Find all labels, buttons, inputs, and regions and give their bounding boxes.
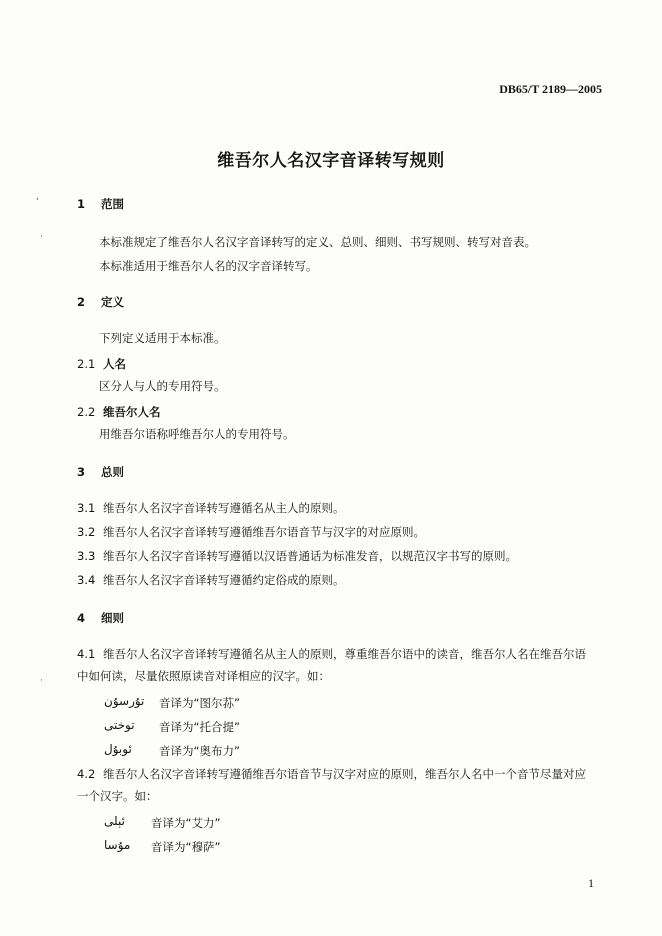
scan-mark: · — [40, 676, 43, 686]
section-number: 3 — [77, 465, 86, 479]
section-title: 细则 — [101, 611, 125, 625]
section-number: 2 — [77, 295, 86, 309]
standard-code: DB65/T 2189—2005 — [499, 82, 602, 96]
transliteration: 音译为“奥布力” — [159, 744, 240, 758]
section-number: 4 — [77, 611, 86, 625]
transliteration: 音译为“艾力” — [151, 816, 221, 830]
clause-item — [77, 524, 425, 540]
section-3-heading — [77, 464, 124, 480]
clause-number: 2.2 — [77, 405, 96, 419]
transliteration: 音译为“穆萨” — [151, 840, 221, 854]
section-2-heading — [77, 294, 124, 310]
clause-text: 维吾尔人名汉字音译转写遵循维吾尔语音节与汉字对应的原则，维吾尔人名中一个音节尽量对应 — [103, 767, 586, 781]
page-number: 1 — [588, 876, 594, 890]
section-title: 定义 — [101, 295, 125, 309]
clause-number: 3.2 — [77, 525, 96, 539]
scan-mark: , — [36, 192, 39, 202]
clause-number: 3.3 — [77, 549, 96, 563]
uyghur-name: توختى — [104, 718, 135, 732]
clause-number: 2.1 — [77, 357, 96, 371]
clause-text-continued: 中如何读，尽量依照原读音对译相应的汉字。如： — [77, 669, 330, 683]
uyghur-name: تۇرسۇن — [104, 694, 145, 708]
section-4-heading — [77, 610, 124, 626]
definition-heading — [77, 356, 126, 372]
clause-text-continued: 一个汉字。如： — [77, 789, 158, 803]
transliteration: 音译为“图尔荪” — [159, 696, 240, 710]
clause-item — [77, 548, 517, 564]
uyghur-name: مۇسا — [104, 838, 131, 852]
paragraph: 下列定义适用于本标准。 — [99, 331, 226, 345]
clause-text: 维吾尔人名汉字音译转写遵循名从主人的原则。 — [103, 501, 345, 515]
definition-term: 维吾尔人名 — [103, 405, 161, 419]
transliteration: 音译为“托合提” — [159, 720, 240, 734]
scan-mark: · — [40, 232, 43, 242]
clause-number: 4.1 — [77, 647, 96, 661]
definition-term: 人名 — [103, 357, 126, 371]
clause-item — [77, 572, 345, 588]
clause-text: 维吾尔人名汉字音译转写遵循维吾尔语音节与汉字的对应原则。 — [103, 525, 425, 539]
clause-item — [77, 646, 586, 662]
definition-text: 用维吾尔语称呼维吾尔人的专用符号。 — [99, 427, 295, 441]
clause-text: 维吾尔人名汉字音译转写遵循约定俗成的原则。 — [103, 573, 345, 587]
clause-text: 维吾尔人名汉字音译转写遵循以汉语普通话为标准发音，以规范汉字书写的原则。 — [103, 549, 517, 563]
section-title: 范围 — [101, 197, 125, 211]
clause-text: 维吾尔人名汉字音译转写遵循名从主人的原则，尊重维吾尔语中的读音，维吾尔人名在维吾尔语 — [103, 647, 586, 661]
page-title: 维吾尔人名汉字音译转写规则 — [217, 151, 445, 171]
section-1-heading — [77, 196, 124, 212]
section-number: 1 — [77, 197, 86, 211]
uyghur-name: ئوبۇل — [104, 742, 132, 756]
clause-number: 4.2 — [77, 767, 96, 781]
clause-item — [77, 766, 586, 782]
definition-heading — [77, 404, 161, 420]
definition-text: 区分人与人的专用符号。 — [99, 379, 226, 393]
paragraph: 本标准适用于维吾尔人名的汉字音译转写。 — [99, 259, 318, 273]
clause-item — [77, 500, 345, 516]
section-title: 总则 — [101, 465, 125, 479]
uyghur-name: ئېلى — [104, 814, 125, 828]
clause-number: 3.4 — [77, 573, 96, 587]
clause-number: 3.1 — [77, 501, 96, 515]
paragraph: 本标准规定了维吾尔人名汉字音译转写的定义、总则、细则、书写规则、转写对音表。 — [99, 235, 536, 249]
